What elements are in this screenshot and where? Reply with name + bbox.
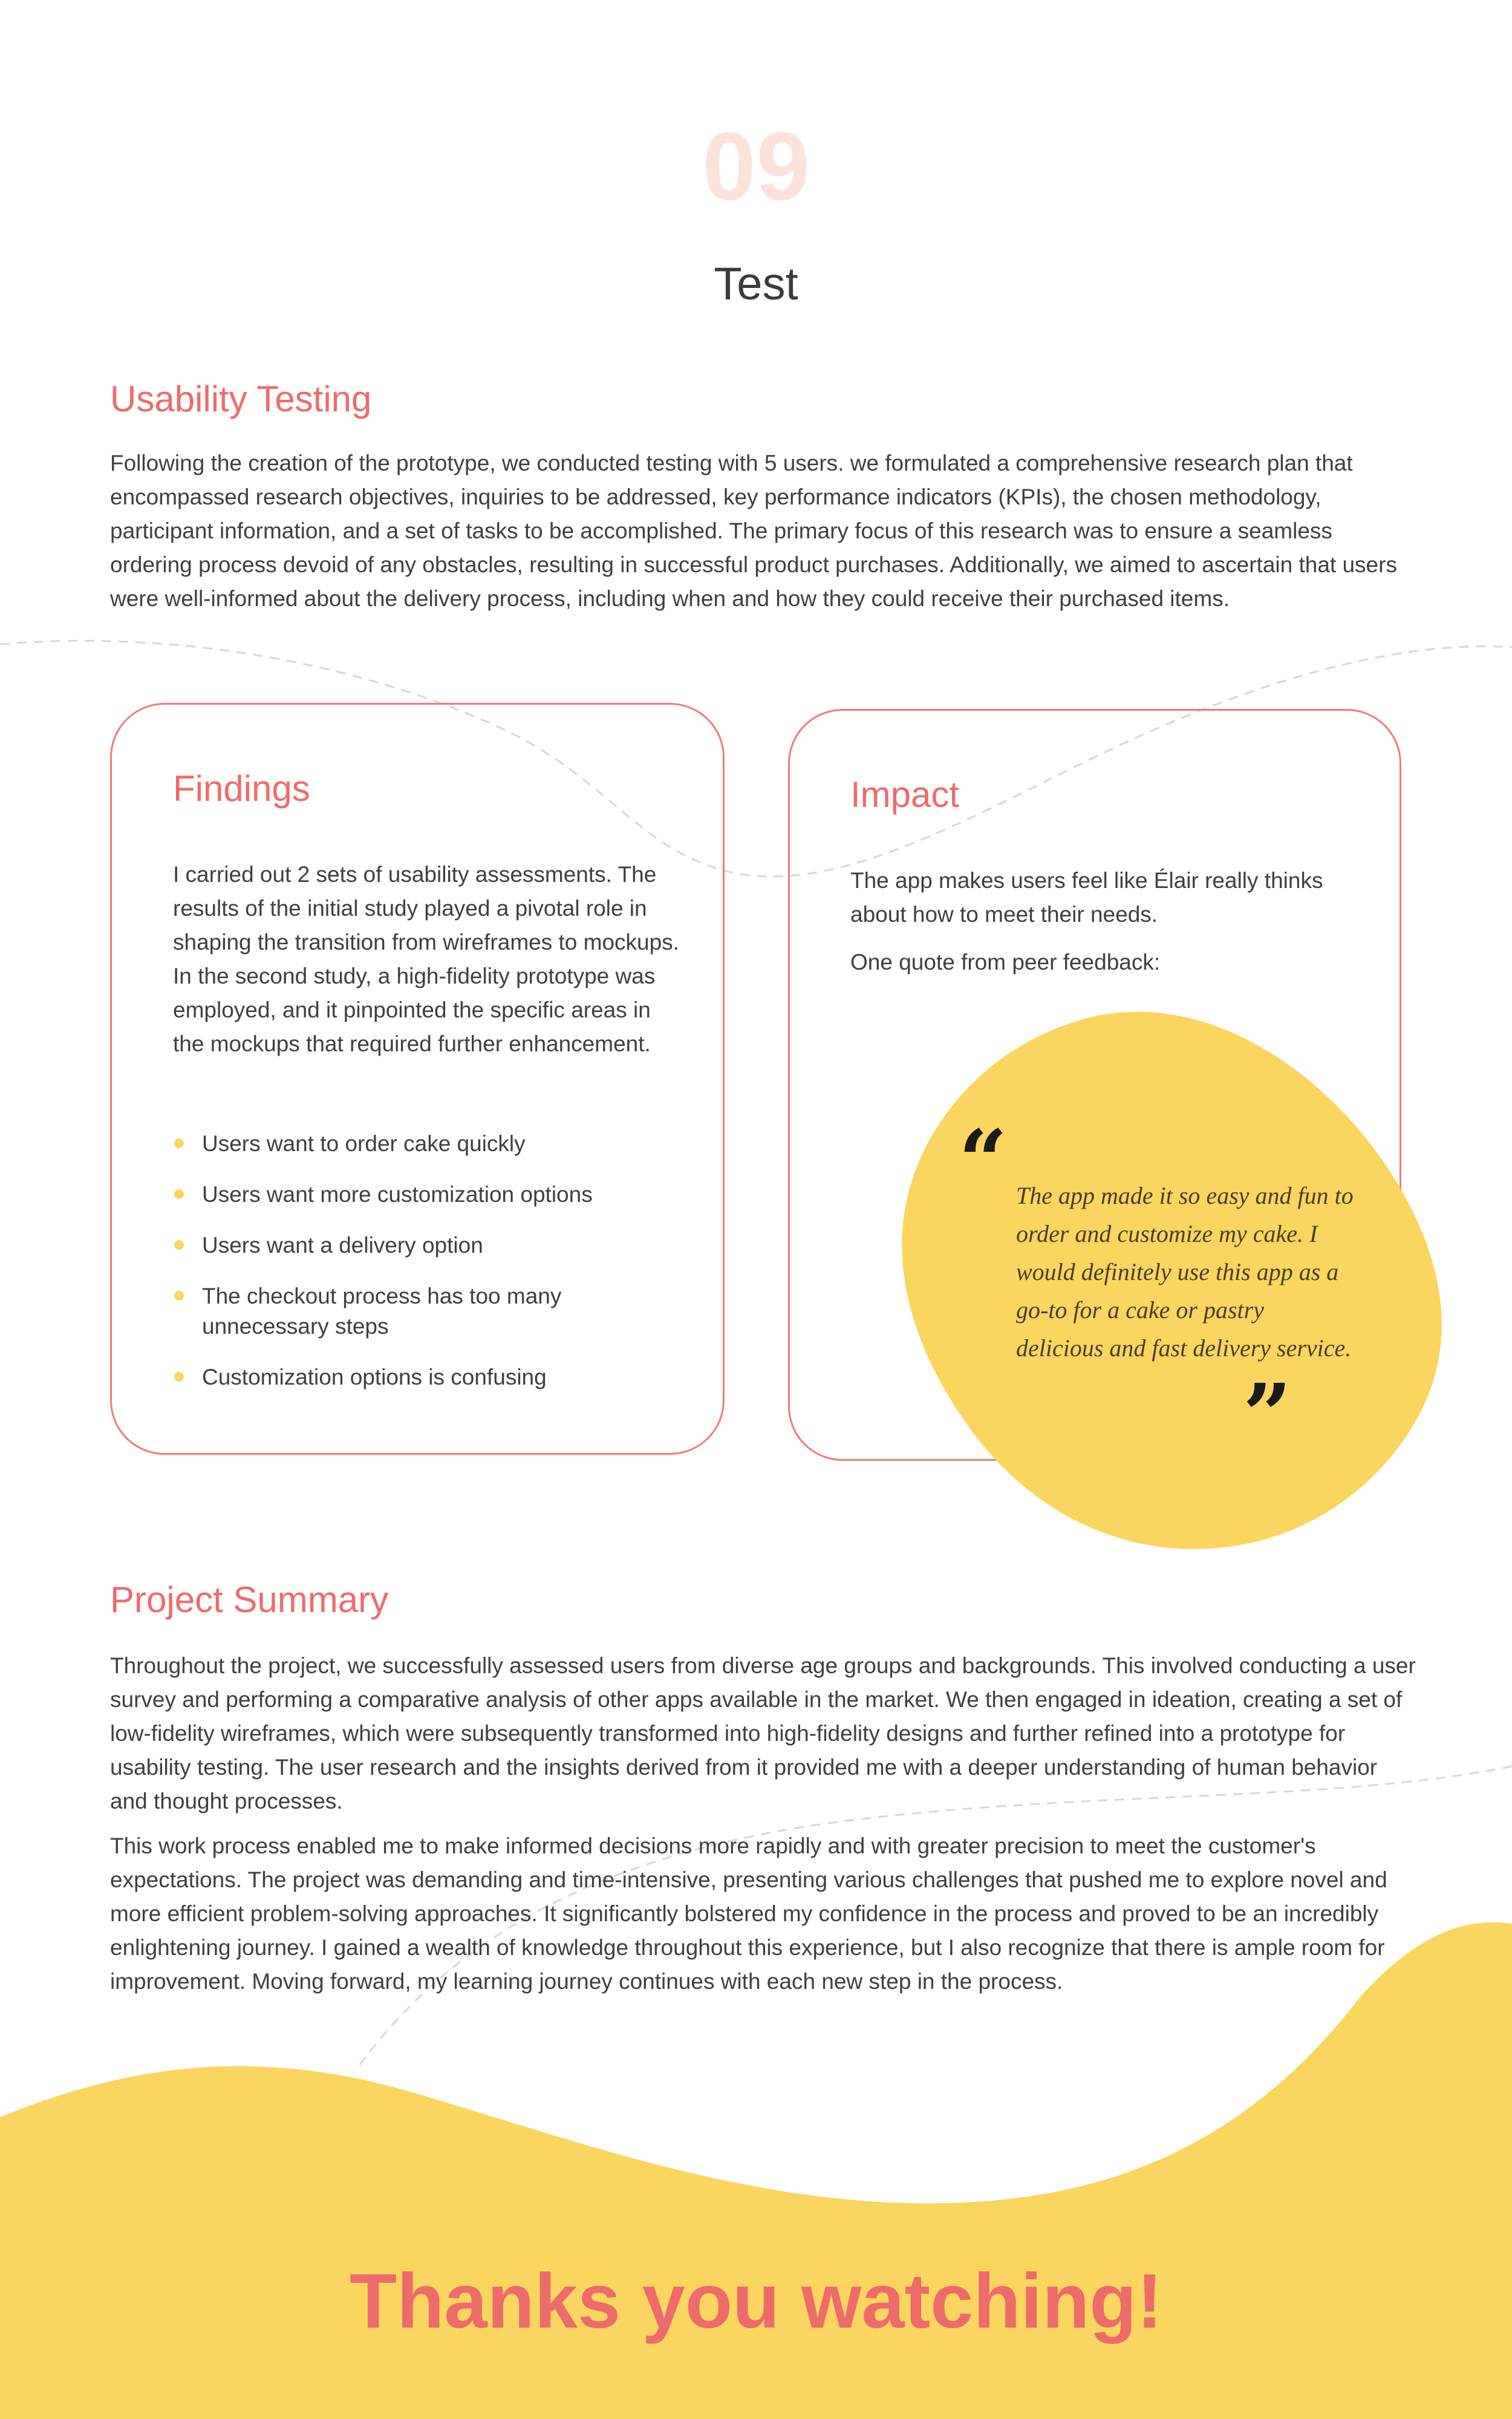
impact-heading: Impact: [850, 774, 960, 815]
thanks-message: Thanks you watching!: [349, 2258, 1163, 2345]
impact-body: The app makes users feel like Élair really thinks about how to meet their needs.: [850, 868, 1323, 927]
close-quote-icon: ”: [1243, 1366, 1292, 1465]
open-quote-icon: “: [959, 1112, 1008, 1211]
summary-paragraph-2: This work process enabled me to make informed decisions more rapidly and with greater precision to meet the customer's expectations. The project was demanding and time-intensive, presenting various challenges that pushed me to explore novel and more efficient problem-solving approaches. It significantly bolstered my confidence in the process and proved to be an incredibly enlightening journey. I gained a wealth of knowledge throughout this experience, but I also recognize that there is ample room for improvement. Moving forward, my learning journey continues with each new step in the process.: [110, 1833, 1387, 1994]
section-title: Test: [714, 258, 798, 310]
usability-body: Following the creation of the prototype, we conducted testing with 5 users. we formulated a comprehensive research plan that encompassed research objectives, inquiries to be addressed, key performance indicators (KPIs), the chosen methodology, participant information, and a set of tasks to be accomplished. The primary focus of this research was to ensure a seamless ordering process devoid of any obstacles, resulting in successful product purchases. Additionally, we aimed to ascertain that users were well-informed about the delivery process, including when and how they could receive their purchased items.: [110, 451, 1397, 611]
bullet-dot-icon: [174, 1189, 184, 1199]
bullet-dot-icon: [174, 1240, 184, 1250]
bullet-dot-icon: [174, 1372, 184, 1382]
list-item: Users want more customization options: [173, 1180, 681, 1210]
section-number: 09: [702, 112, 810, 220]
summary-paragraph-1: Throughout the project, we successfully assessed users from diverse age groups and backgrounds. This involved conducting a user survey and performing a comparative analysis of other apps available in the market. We then engaged in ideation, creating a set of low-fidelity wireframes, which were subsequently transformed into high-fidelity designs and further refined into a prototype for usability testing. The user research and the insights derived from it provided me with a deeper understanding of human behavior and thought processes.: [110, 1653, 1416, 1813]
findings-list: [173, 1129, 681, 1413]
list-item: Customization options is confusing: [173, 1362, 681, 1392]
summary-heading: Project Summary: [110, 1579, 389, 1620]
usability-heading: Usability Testing: [110, 379, 372, 419]
bullet-dot-icon: [174, 1291, 184, 1301]
list-item: Users want to order cake quickly: [173, 1129, 681, 1159]
findings-heading: Findings: [173, 768, 310, 809]
quote-intro: One quote from peer feedback:: [850, 950, 1161, 974]
findings-body: I carried out 2 sets of usability assessments. The results of the initial study played a pivotal role in shaping the transition from wireframes to mockups. In the second study, a high-fidelity prototype was employed, and it pinpointed the specific areas in the mockups that required further enhancement.: [173, 862, 679, 1056]
list-item: The checkout process has too many unnecessary steps: [173, 1281, 681, 1342]
bullet-dot-icon: [174, 1138, 184, 1148]
peer-quote: The app made it so easy and fun to order and customize my cake. I would definitely use this app as a go-to for a cake or pastry delicious and fast delivery service.: [1016, 1182, 1354, 1362]
list-item: Users want a delivery option: [173, 1230, 681, 1261]
